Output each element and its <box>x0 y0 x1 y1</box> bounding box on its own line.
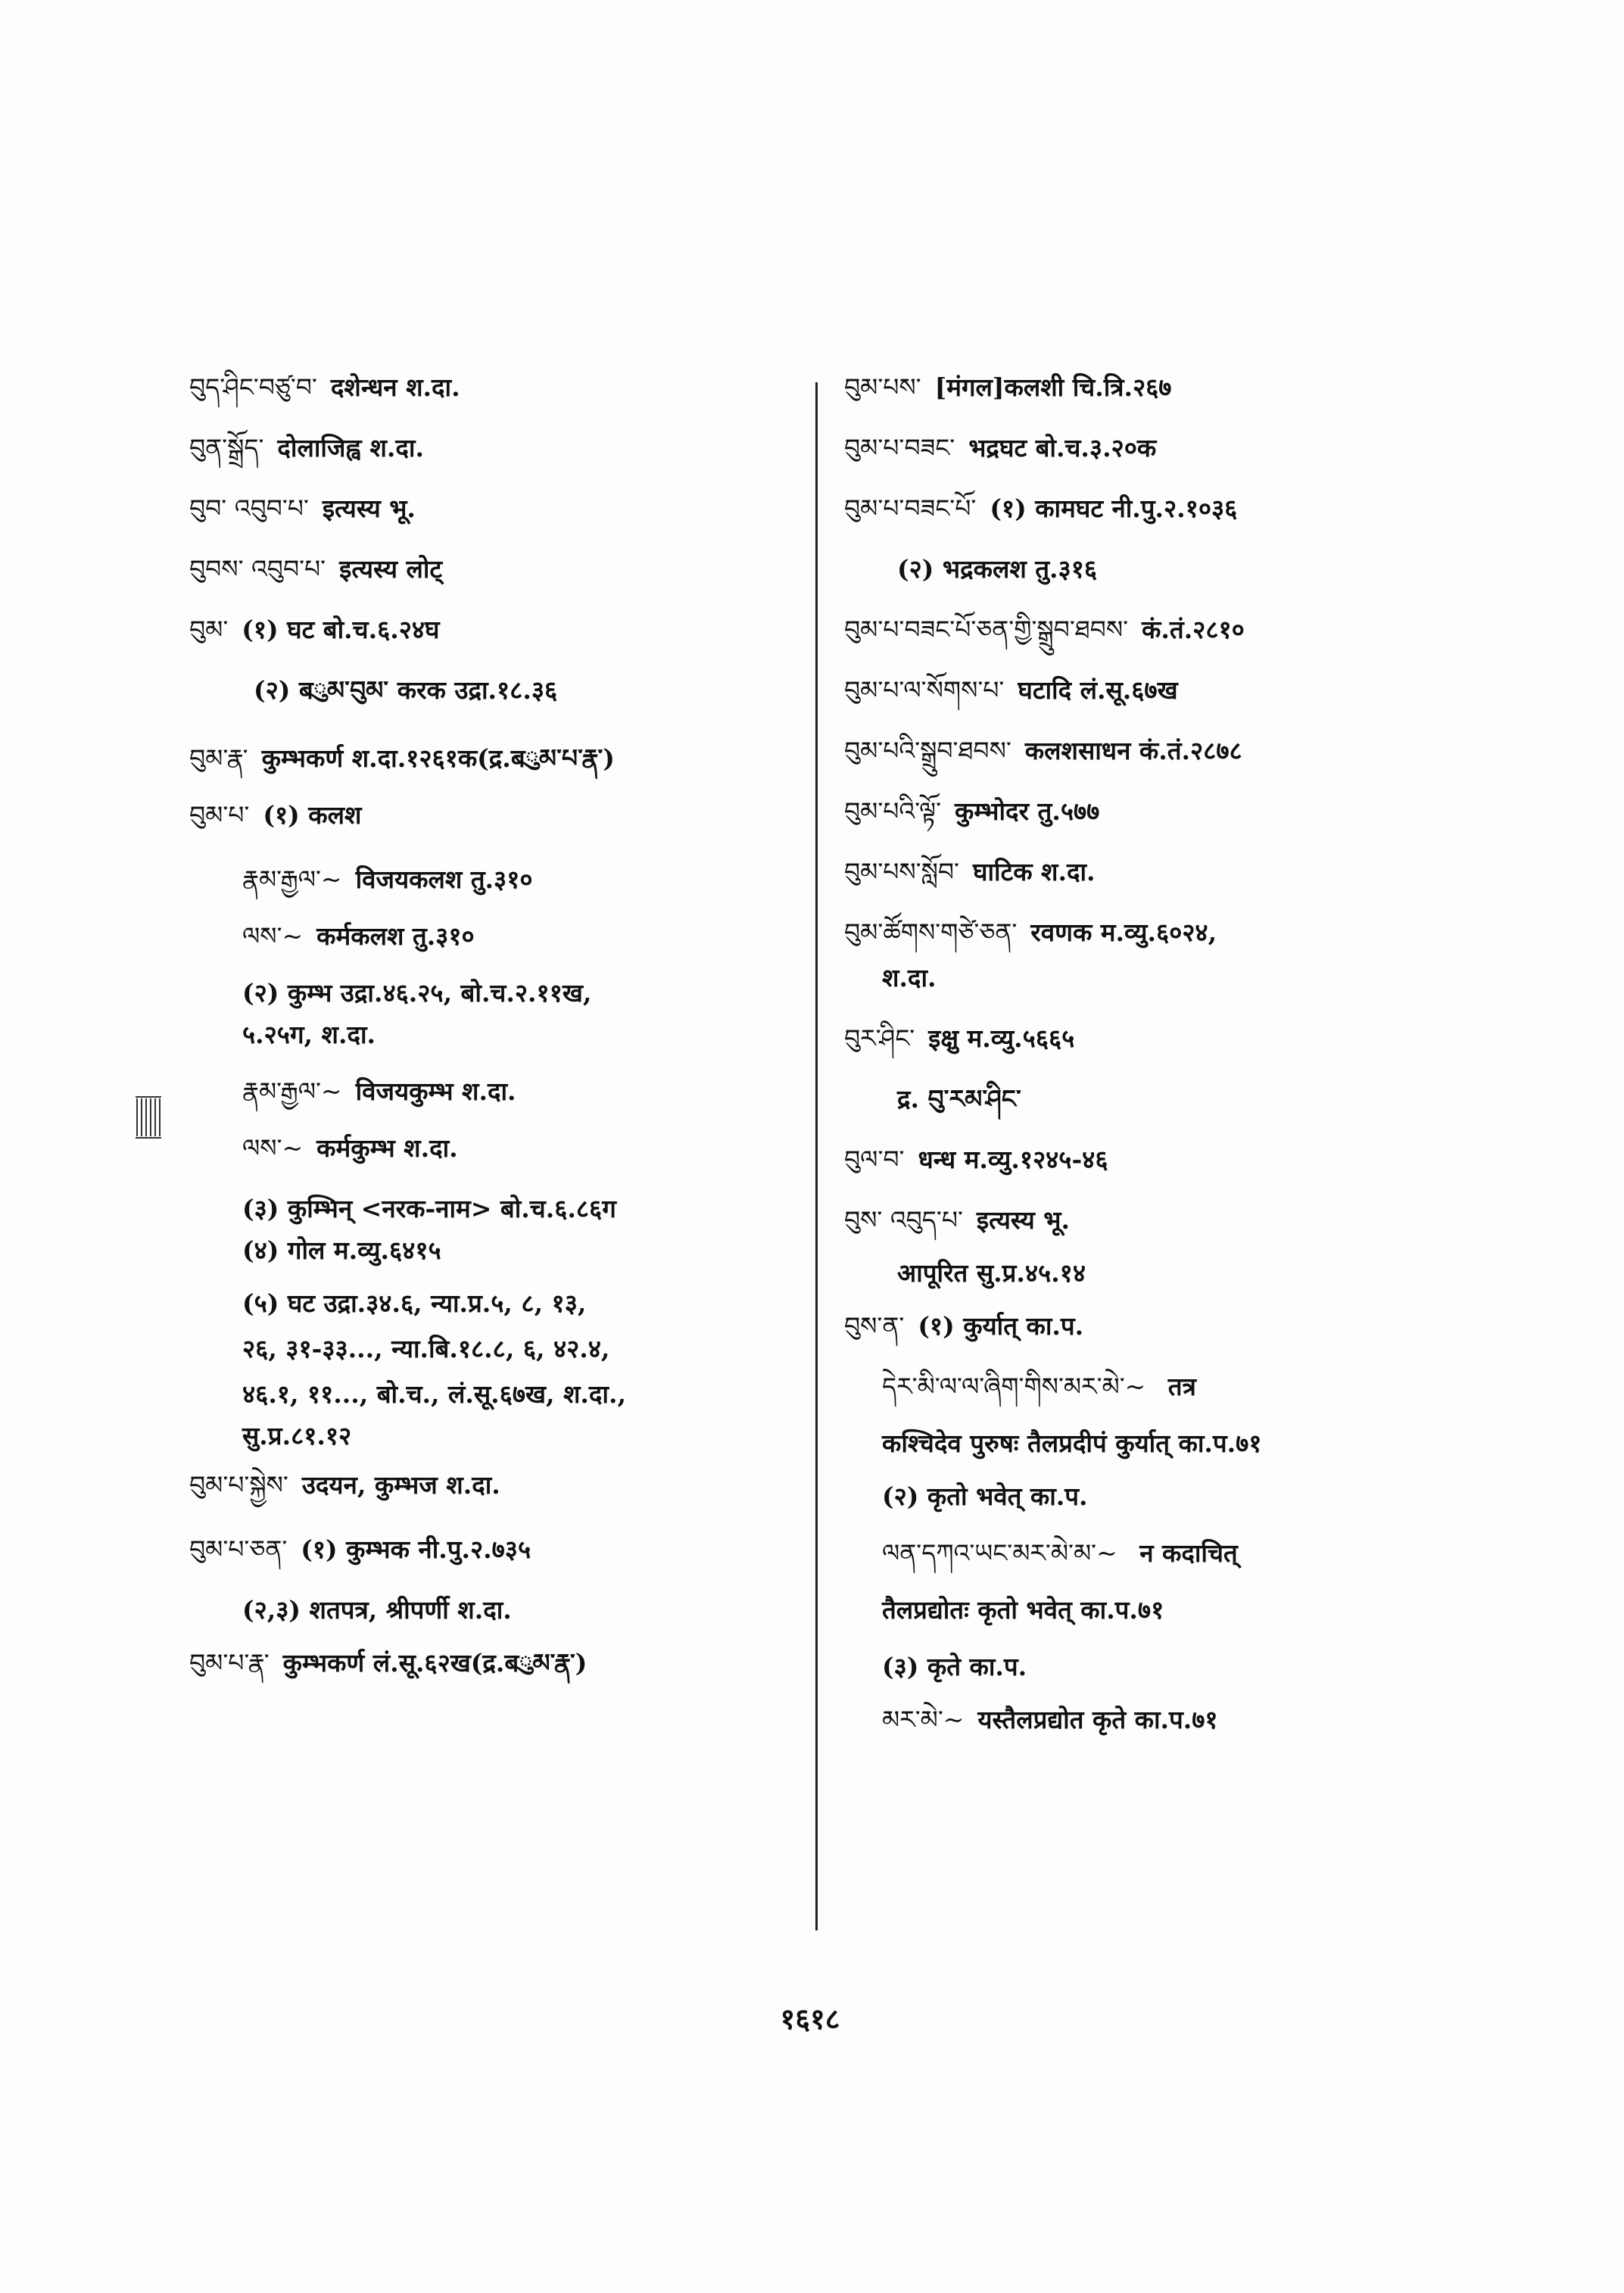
tibetan-headword: བུམ་པ་ལ་སོགས་པ་ <box>844 675 1005 705</box>
dictionary-entry <box>844 492 1237 525</box>
dictionary-entry <box>882 1650 1027 1684</box>
sanskrit-gloss: (२) भद्रकलश तु.३१६ <box>897 554 1098 584</box>
sanskrit-gloss: (१) कुम्भक नी.पु.२.७३५ <box>301 1534 531 1564</box>
sanskrit-gloss: आपूरित सु.प्र.४५.१४ <box>897 1258 1086 1288</box>
tibetan-headword: བུམ་པ་ <box>189 800 250 830</box>
sanskrit-gloss: इत्यस्य भू. <box>976 1205 1070 1235</box>
sanskrit-gloss: भद्रघट बो.च.३.२०क <box>968 433 1157 463</box>
dictionary-entry <box>242 1192 616 1226</box>
sanskrit-gloss: (१) कुर्यात् का.प. <box>918 1311 1084 1341</box>
dictionary-entry <box>189 371 460 404</box>
dictionary-entry <box>844 431 1156 465</box>
sanskrit-gloss: उदयन, कुम्भज श.दा. <box>301 1470 500 1500</box>
dictionary-entry <box>242 977 591 1010</box>
tibetan-headword: རྣམ་རྒྱལ་~ <box>242 865 342 894</box>
dictionary-entry <box>189 553 442 586</box>
sanskrit-gloss: कुम्भकर्ण श.दा.१२६१क(द्र.बུམ་པ་རྣ་) <box>261 743 615 773</box>
dictionary-entry <box>844 734 1242 768</box>
sanskrit-gloss: कश्चिदेव पुरुषः तैलप्रदीपं कुर्यात् का.प.७१ <box>882 1428 1262 1458</box>
tibetan-headword: བུམ་པ་བཟང་ <box>844 433 955 463</box>
tibetan-headword: བུམ་པས་སློབ་ <box>844 857 959 886</box>
tibetan-headword: བུམ་པ་རྣ་ <box>189 1648 270 1678</box>
dictionary-entry <box>882 1370 1196 1404</box>
tibetan-headword: ལས་~ <box>242 921 304 951</box>
tibetan-headword: བུམ་པ་བཟང་པོ་ <box>844 494 977 523</box>
dictionary-entry <box>882 1480 1088 1513</box>
tibetan-headword: བུབ་ འབུབ་པ་ <box>189 494 309 523</box>
column-divider <box>815 382 818 1930</box>
tibetan-headword: བུམ་པའི་ལྟོ་ <box>844 796 942 826</box>
sanskrit-gloss: न कदाचित् <box>1130 1538 1238 1568</box>
dictionary-entry <box>242 1287 586 1320</box>
tibetan-headword: བུམ་རྣ་ <box>189 743 248 773</box>
sanskrit-gloss: कलशसाधन कं.तं.२८७८ <box>1024 736 1242 765</box>
tibetan-headword: རྣམ་རྒྱལ་~ <box>242 1076 342 1106</box>
sanskrit-gloss: द्र. བུ་རམ་ཤིང་ <box>897 1084 1021 1114</box>
tibetan-headword: བུད་ཤིང་བཙུ་བ་ <box>189 372 317 402</box>
dictionary-entry <box>242 1419 351 1453</box>
dictionary-entry <box>254 674 557 707</box>
sanskrit-gloss: (३) कृते का.प. <box>882 1652 1027 1681</box>
sanskrit-gloss: (१) कलश <box>263 800 362 830</box>
sanskrit-gloss: (३) कुम्भिन् <नरक-नाम> बो.च.६.८६ग <box>242 1194 616 1223</box>
tibetan-headword: བུན་སྒྲོད་ <box>189 433 264 463</box>
tibetan-headword: དེར་མི་ལ་ལ་ཞིག་གིས་མར་མེ་~ <box>882 1372 1146 1401</box>
tibetan-headword: བུམ་པ་བཟང་པོ་ཅན་གྱི་སྒྲུབ་ཐབས་ <box>844 615 1129 644</box>
tibetan-headword: བུལ་བ་ <box>844 1145 905 1174</box>
sanskrit-gloss: (२) कृतो भवेत् का.प. <box>882 1481 1088 1511</box>
sanskrit-gloss: ५.२५ग, श.दा. <box>242 1020 376 1049</box>
dictionary-entry <box>242 1332 609 1366</box>
tibetan-headword: བུས་ན་ <box>844 1311 905 1341</box>
tibetan-headword: བུམ་པས་ <box>844 372 921 402</box>
sanskrit-gloss: घटादि लं.सू.६७ख <box>1018 675 1178 705</box>
dictionary-entry <box>844 674 1178 707</box>
dictionary-entry <box>242 1594 512 1627</box>
sanskrit-gloss: श.दा. <box>882 963 937 992</box>
tibetan-headword: བུམ་པ་ཅན་ <box>189 1534 288 1564</box>
margin-tick-marks <box>132 1094 164 1141</box>
dictionary-entry <box>844 916 1217 949</box>
sanskrit-gloss: धन्ध म.व्यु.१२४५-४६ <box>918 1145 1108 1174</box>
tibetan-headword: བུམ་པའི་སྒྲུབ་ཐབས་ <box>844 736 1011 765</box>
dictionary-entry <box>242 863 533 896</box>
dictionary-entry <box>897 1083 1021 1116</box>
tibetan-headword: ལན་དཀའ་ཡང་མར་མེ་མ་~ <box>882 1538 1117 1568</box>
sanskrit-gloss: रवणक म.व्यु.६०२४, <box>1030 918 1217 947</box>
sanskrit-gloss: [मंगल]कलशी चि.त्रि.२६७ <box>934 372 1172 402</box>
dictionary-entry <box>882 1703 1218 1737</box>
sanskrit-gloss: दशेन्धन श.दा. <box>330 372 460 402</box>
dictionary-entry <box>189 799 361 832</box>
sanskrit-gloss: विजयकलश तु.३१० <box>355 865 533 894</box>
dictionary-entry <box>844 1204 1070 1237</box>
dictionary-entry <box>844 855 1096 889</box>
sanskrit-gloss: (५) घट उद्रा.३४.६, न्या.प्र.५, ८, १३, <box>242 1288 587 1318</box>
dictionary-entry <box>189 492 416 525</box>
dictionary-entry <box>189 431 424 465</box>
dictionary-entry <box>844 1310 1083 1343</box>
sanskrit-gloss: तत्र <box>1159 1372 1196 1401</box>
dictionary-entry <box>189 1533 531 1566</box>
dictionary-entry <box>189 1647 587 1680</box>
dictionary-entry <box>844 613 1245 646</box>
dictionary-entry <box>844 1143 1108 1176</box>
tibetan-headword: བུམ་ཚོགས་གཙེ་ཅན་ <box>844 918 1018 947</box>
dictionary-entry <box>844 1022 1074 1055</box>
dictionary-entry <box>189 613 440 646</box>
tibetan-headword: བུབས་ འབུབ་པ་ <box>189 554 326 584</box>
sanskrit-gloss: ४६.१, ११..., बो.च., लं.सू.६७ख, श.दा., <box>242 1379 626 1409</box>
sanskrit-gloss: तैलप्रद्योतः कृतो भवेत् का.प.७१ <box>882 1595 1164 1625</box>
dictionary-entry <box>242 1378 626 1411</box>
dictionary-entry <box>844 371 1171 404</box>
tibetan-headword: མར་མེ་~ <box>882 1705 965 1734</box>
sanskrit-gloss: (१) घट बो.च.६.२४घ <box>242 615 440 644</box>
dictionary-entry <box>897 553 1097 586</box>
sanskrit-gloss: यस्तैलप्रद्योत कृते का.प.७१ <box>977 1705 1218 1734</box>
dictionary-entry <box>242 1018 376 1051</box>
sanskrit-gloss: दोलाजिह्व श.दा. <box>277 433 424 463</box>
sanskrit-gloss: कर्मकुम्भ श.दा. <box>316 1133 458 1163</box>
dictionary-entry <box>882 1594 1164 1627</box>
sanskrit-gloss: (२) कुम्भ उद्रा.४६.२५, बो.च.२.११ख, <box>242 978 592 1008</box>
sanskrit-gloss: कं.तं.२८१० <box>1142 615 1245 644</box>
dictionary-entry <box>882 1537 1238 1570</box>
dictionary-entry <box>242 1075 516 1108</box>
dictionary-entry <box>844 795 1099 828</box>
sanskrit-gloss: (२,३) शतपत्र, श्रीपर्णी श.दा. <box>242 1595 512 1625</box>
tibetan-headword: བུར་ཤིང་ <box>844 1023 915 1053</box>
sanskrit-gloss: इत्यस्य भू. <box>322 494 416 523</box>
dictionary-entry <box>242 1132 458 1165</box>
dictionary-entry <box>882 961 937 995</box>
dictionary-entry <box>242 920 475 953</box>
sanskrit-gloss: कर्मकलश तु.३१० <box>316 921 475 951</box>
sanskrit-gloss: २६, ३१-३३..., न्या.बि.१८.८, ६, ४२.४, <box>242 1334 610 1363</box>
dictionary-entry <box>882 1427 1261 1460</box>
sanskrit-gloss: (४) गोल म.व्यु.६४१५ <box>242 1235 441 1265</box>
tibetan-headword: བུམ་ <box>189 615 229 644</box>
tibetan-headword: ལས་~ <box>242 1133 304 1163</box>
tibetan-headword: བུམ་པ་སྐྱེས་ <box>189 1470 288 1500</box>
dictionary-entry <box>189 1469 500 1502</box>
dictionary-entry <box>242 1234 441 1267</box>
page-number: १६१८ <box>780 2002 840 2036</box>
sanskrit-gloss: कुम्भोदर तु.५७७ <box>955 796 1100 826</box>
sanskrit-gloss: सु.प्र.८१.१२ <box>242 1421 352 1450</box>
dictionary-entry <box>189 742 615 775</box>
sanskrit-gloss: कुम्भकर्ण लं.सू.६२ख(द्र.बུམ་རྣ་) <box>282 1648 588 1678</box>
tibetan-headword: བུས་ འབུད་པ་ <box>844 1205 963 1235</box>
sanskrit-gloss: इत्यस्य लोट् <box>339 554 443 584</box>
sanskrit-gloss: (१) कामघट नी.पु.२.१०३६ <box>990 494 1238 523</box>
dictionary-entry <box>897 1257 1086 1290</box>
sanskrit-gloss: (२) बུམ་བུམ་ करक उद्रा.१८.३६ <box>254 675 558 705</box>
sanskrit-gloss: इक्षु म.व्यु.५६६५ <box>928 1023 1075 1053</box>
sanskrit-gloss: घाटिक श.दा. <box>972 857 1096 886</box>
sanskrit-gloss: विजयकुम्भ श.दा. <box>355 1076 516 1106</box>
